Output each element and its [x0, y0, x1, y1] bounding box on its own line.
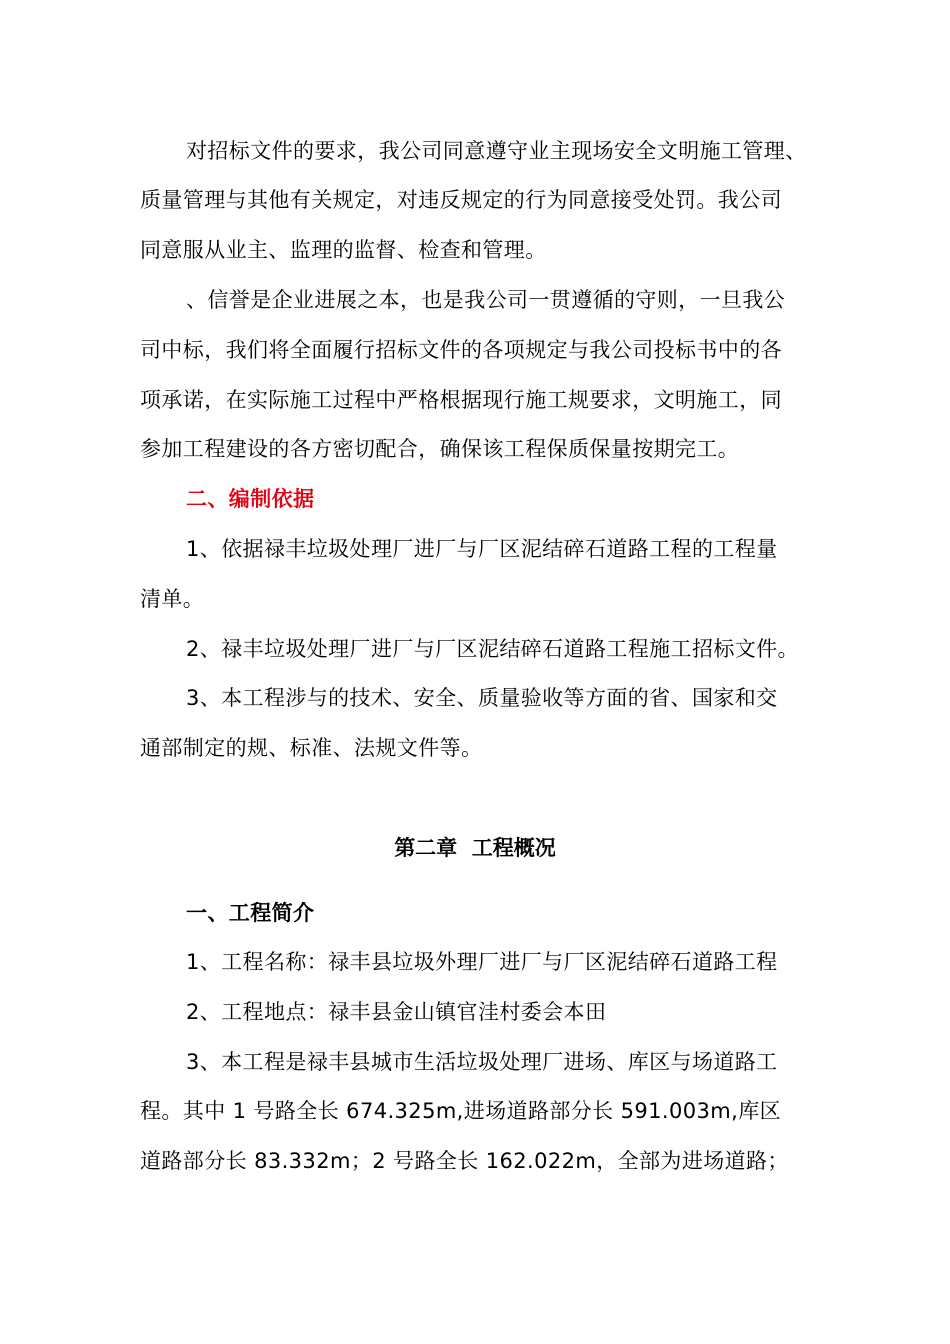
- paragraph-line: 质量管理与其他有关规定，对违反规定的行为同意接受处罚。我公司: [140, 188, 782, 212]
- overview-item-3-continued: 道路部分长 83.332m；2 号路全长 162.022m，全部为进场道路；: [140, 1149, 789, 1173]
- paragraph-line: 、信誉是企业进展之本，也是我公司一贯遵循的守则，一旦我公: [186, 288, 786, 312]
- paragraph-line: 对招标文件的要求，我公司同意遵守业主现场安全文明施工管理、: [186, 139, 807, 163]
- basis-item-1-continued: 清单。: [140, 587, 205, 611]
- paragraph-line: 项承诺，在实际施工过程中严格根据现行施工规要求，文明施工，同: [140, 388, 782, 412]
- section-heading-basis: 二、编制依据: [186, 487, 315, 511]
- chapter-title: 第二章 工程概况: [394, 836, 556, 860]
- overview-item-3-continued: 程。其中 1 号路全长 674.325m,进场道路部分长 591.003m,库区: [140, 1099, 782, 1123]
- basis-item-1: 1、依据禄丰垃圾处理厂进厂与厂区泥结碎石道路工程的工程量: [186, 537, 778, 561]
- paragraph-line: 司中标，我们将全面履行招标文件的各项规定与我公司投标书中的各: [140, 338, 782, 362]
- paragraph-line: 同意服从业主、监理的监督、检查和管理。: [140, 238, 547, 262]
- section-heading-overview: 一、工程简介: [186, 901, 315, 925]
- overview-item-3: 3、本工程是禄丰县城市生活垃圾处理厂进场、库区与场道路工: [186, 1050, 778, 1074]
- overview-item-1: 1、工程名称：禄丰县垃圾外理厂进厂与厂区泥结碎石道路工程: [186, 950, 778, 974]
- overview-item-2: 2、工程地点：禄丰县金山镇官洼村委会本田: [186, 1000, 607, 1024]
- basis-item-3: 3、本工程涉与的技术、安全、质量验收等方面的省、国家和交: [186, 686, 778, 710]
- basis-item-2: 2、禄丰垃圾处理厂进厂与厂区泥结碎石道路工程施工招标文件。: [186, 637, 799, 661]
- basis-item-3-continued: 通部制定的规、标准、法规文件等。: [140, 736, 483, 760]
- paragraph-line: 参加工程建设的各方密切配合，确保该工程保质保量按期完工。: [140, 437, 740, 461]
